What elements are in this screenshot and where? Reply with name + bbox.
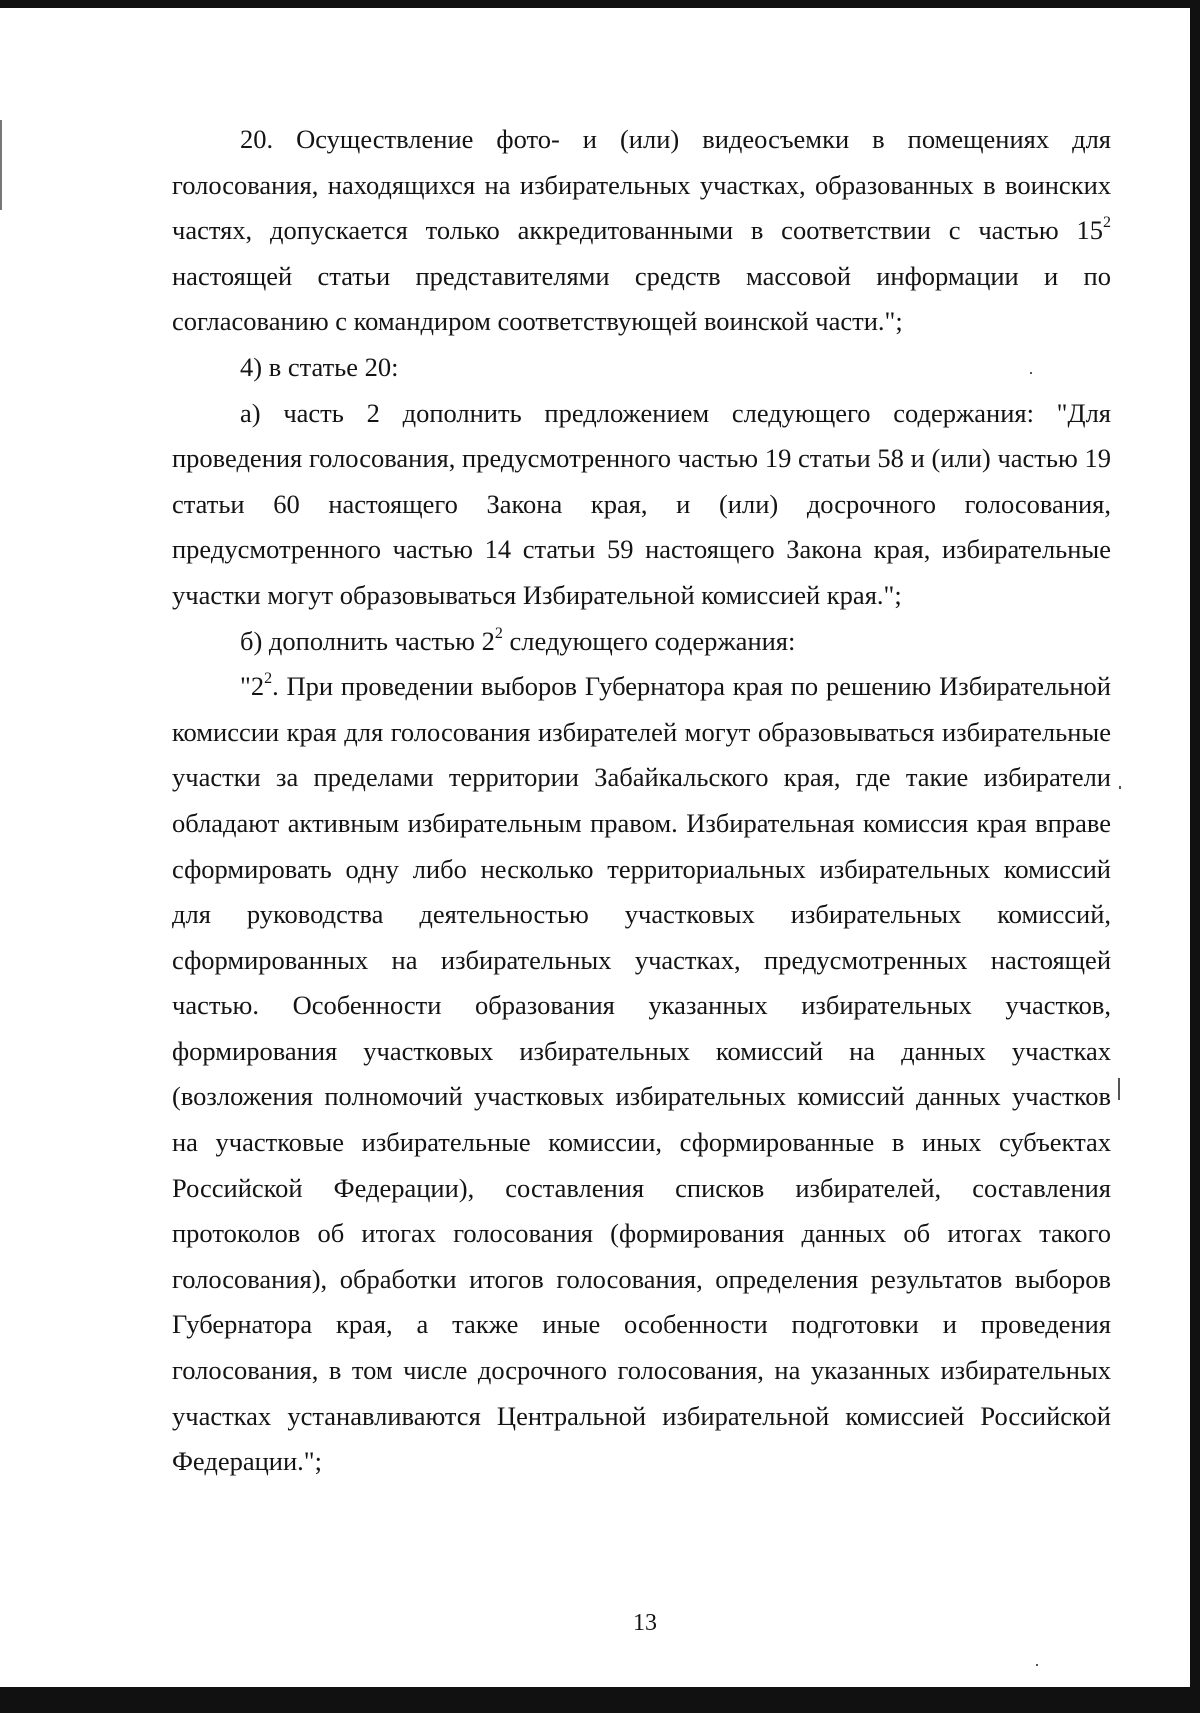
- paragraph-item-a: а) часть 2 дополнить предложением следующего содержания: "Для проведения голосования, предусмотренного частью 19 статьи 58 и (или) частью 19 статьи 60 настоящего Закона края, и (или) досрочного голосования, предусмотренного частью 14 статьи 59 настоящего Закона края, избирательные участки могут образовываться Избирательной комиссией края.";: [172, 397, 1111, 610]
- superscript: 2: [494, 624, 503, 642]
- paragraph-item-b: [172, 619, 1111, 665]
- paragraph-20: [172, 117, 1111, 345]
- scan-speck: [1118, 1078, 1120, 1100]
- paragraph-20-text: 20. Осуществление фото- и (или) видеосъемки в помещениях для голосования, находящихся на избирательных участках, образованных в воинских частях, допускается только аккредитованными в соответствии с частью 15: [172, 124, 1111, 246]
- scan-speck: [1119, 786, 1121, 789]
- paragraph-part-2-2: [172, 664, 1111, 1485]
- page-number: 13: [633, 1610, 657, 1636]
- scan-border-right: [1190, 0, 1200, 1713]
- paragraph-item-b-text: б) дополнить частью 2: [240, 625, 495, 656]
- document-body: [172, 117, 1111, 1485]
- paragraph-part-2-2-text: . При проведении выборов Губернатора края по решению Избирательной комиссии края для голосования избирателей могут образовываться избирательные участки за пределами территории Забайкальского края, где такие избиратели обладают активным избирательным правом. Избирательная комиссия края вправе сформировать одну либо несколько территориальных избирательных комиссий для руководства деятельностью участковых избирательных комиссий, сформированных на избирательных участках, предусмотренных настоящей частью. Особенности образования указанных избирательных участков, формирования участковых избирательных комиссий на данных участках (возложения полномочий участковых избирательных комиссий данных участков на участковые избирательные комиссии, сформированные в иных субъектах Российской Федерации), составления списков избирателей, составления протоколов об итогах голосования (формирования данных об итогах такого голосования), обработки итогов голосования, определения результатов выборов Губернатора края, а также иные особенности подготовки и проведения голосования, в том числе досрочного голосования, на указанных избирательных участках устанавливаются Центральной избирательной комиссией Российской Федерации.";: [172, 671, 1111, 1477]
- paragraph-20-text-cont: настоящей статьи представителями средств массовой информации и по согласованию с командиром соответствующей воинской части.";: [172, 260, 1111, 337]
- paragraph-item-b-text-cont: следующего содержания:: [502, 625, 796, 656]
- paragraph-part-2-2-lead: "2: [240, 671, 265, 702]
- superscript: 2: [1103, 214, 1111, 232]
- paragraph-item-4: 4) в статье 20:: [240, 351, 399, 382]
- scan-speck: [1036, 1664, 1038, 1666]
- superscript: 2: [264, 670, 273, 688]
- scan-edge-mark: [0, 120, 2, 210]
- scan-border-top: [0, 0, 1200, 8]
- scan-border-bottom: [0, 1687, 1200, 1713]
